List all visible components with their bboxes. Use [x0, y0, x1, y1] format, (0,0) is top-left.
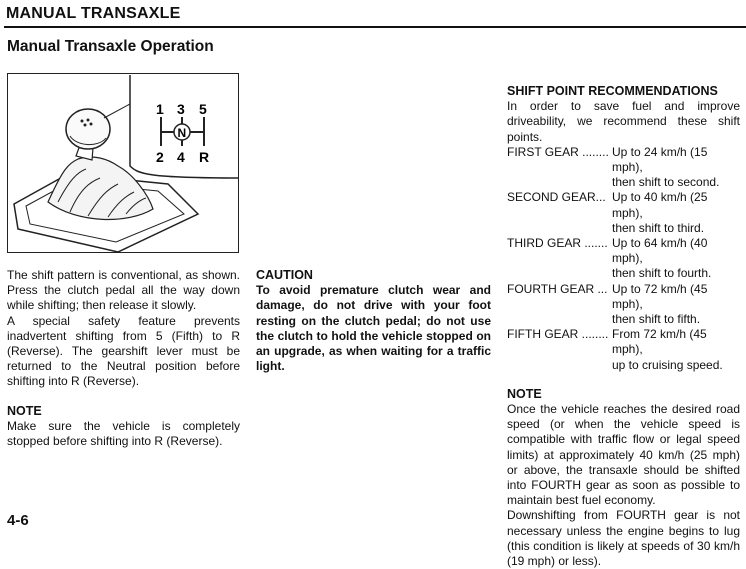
gear-then: then shift to second. — [612, 175, 720, 190]
gear-label: FOURTH GEAR ... — [507, 281, 608, 296]
right-note-paragraph-1: Once the vehicle reaches the desired road speed (or when the vehicle speed is compatible with traffic flow or legal speed limits) at approximately 40 km/h (25 mph) or above, the transaxle should be shifted into FOURTH gear as soon as possible to maintain best fuel economy. — [507, 402, 740, 508]
shift-point-heading: SHIFT POINT RECOMMENDATIONS — [507, 84, 718, 98]
gear-row-first — [507, 145, 740, 175]
safety-feature-paragraph: A special safety feature prevents inadvertent shifting from 5 (Fifth) to R (Reverse). The gearshift lever must be returned to the Neutral position before shifting into R (Reverse). — [7, 313, 240, 389]
gear-label: THIRD GEAR ....... — [507, 236, 608, 251]
gear-speed: Up to 24 km/h (15 mph), — [612, 144, 708, 175]
gear-then: then shift to fifth. — [612, 312, 701, 327]
gearshift-figure — [7, 73, 239, 253]
page-number: 4-6 — [7, 512, 29, 529]
gear-speed: Up to 40 km/h (25 mph), — [612, 190, 708, 220]
left-note-text: Make sure the vehicle is completely stopped before shifting into R (Reverse). — [7, 418, 240, 449]
header-rule — [4, 26, 746, 28]
right-note-paragraph-2: Downshifting from FOURTH gear is not necessary unless the engine begins to lug (this condition is likely at speeds of 30 km/h (19 mph) or less). — [507, 508, 740, 569]
pattern-gear-1: 1 — [156, 101, 164, 117]
gear-then: up to cruising speed. — [612, 357, 723, 372]
gear-then: then shift to third. — [612, 220, 705, 235]
gear-speed: From 72 km/h (45 mph), — [612, 327, 707, 357]
caution-text: To avoid premature clutch wear and damage, do not drive with your foot resting on the clutch pedal; do not use the clutch to hold the vehicle stopped on an upgrade, as when waiting for a traffic light. — [256, 283, 491, 374]
gear-label: SECOND GEAR... — [507, 190, 606, 205]
gear-then: then shift to fourth. — [612, 266, 712, 281]
shift-pattern-paragraph: The shift pattern is conventional, as shown. Press the clutch pedal all the way down while shifting; then release it slowly. — [7, 268, 240, 313]
caution-heading: CAUTION — [256, 268, 313, 282]
gear-label: FIRST GEAR ........ — [507, 144, 609, 159]
gear-row-fourth — [507, 282, 740, 312]
middle-column — [256, 268, 491, 374]
gear-row-fifth — [507, 327, 740, 357]
left-note-heading: NOTE — [7, 403, 42, 418]
pattern-gear-2: 2 — [156, 149, 164, 165]
pattern-gear-5: 5 — [199, 101, 207, 117]
right-column — [507, 84, 740, 569]
gear-label: FIFTH GEAR ........ — [507, 327, 609, 342]
pattern-gear-3: 3 — [177, 101, 185, 117]
pattern-neutral: N — [177, 126, 187, 140]
gear-speed: Up to 64 km/h (40 mph), — [612, 236, 708, 266]
pattern-gear-r: R — [199, 149, 210, 165]
shift-point-intro: In order to save fuel and improve driveability, we recommend these shift points. — [507, 99, 740, 144]
gear-speed: Up to 72 km/h (45 mph), — [612, 281, 708, 311]
right-note-heading: NOTE — [507, 386, 542, 401]
pattern-gear-4: 4 — [177, 149, 185, 165]
gear-row-third — [507, 236, 740, 266]
header-title: MANUAL TRANSAXLE — [6, 5, 181, 22]
gearshift-illustration — [8, 74, 239, 253]
left-column — [7, 268, 240, 449]
section-title: Manual Transaxle Operation — [7, 38, 214, 55]
gear-row-second — [507, 190, 740, 220]
